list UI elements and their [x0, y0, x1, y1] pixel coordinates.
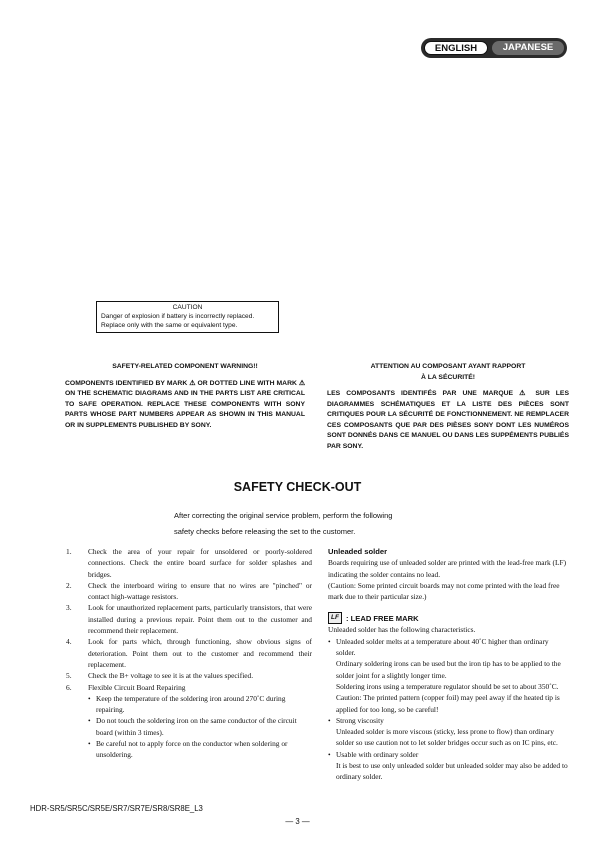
unleaded-title: Unleaded solder	[328, 547, 388, 556]
caution-line-1: Danger of explosion if battery is incorrectly replaced.	[101, 313, 255, 320]
bullet-item	[88, 715, 312, 738]
bullet-dot: •	[88, 739, 91, 749]
unleaded-p2: (Caution: Some printed circuit boards may not come printed with the lead free mark due to their particular size.)	[328, 580, 560, 602]
warning-en-body: COMPONENTS IDENTIFIED BY MARK ⚠ OR DOTTED LINE WITH MARK ⚠ ON THE SCHEMATIC DIAGRAMS AND IN THE PARTS LIST ARE CRITICAL TO SAFE OPERATION. REPLACE THESE COMPONENTS WITH SONY PARTS WHOSE PART NUMBERS APPEAR AS SHOWN IN THIS MANUAL OR IN SUPPLEMENTS PUBLISHED BY SONY.	[65, 379, 305, 429]
check-item	[66, 682, 312, 693]
intro-line-2: safety checks before releasing the set to the customer.	[174, 527, 356, 536]
check-number: 6.	[66, 682, 72, 692]
bullet-text: Unleaded solder melts at a temperature about 40˚C higher than ordinary solder.	[336, 636, 549, 658]
check-number: 2.	[66, 580, 72, 590]
warning-fr-title-1: ATTENTION AU COMPOSANT AYANT RAPPORT	[370, 363, 526, 370]
bullet-dot: •	[88, 693, 91, 703]
intro-line-1: After correcting the original service problem, perform the following	[174, 511, 393, 520]
bullet-dot: •	[328, 636, 331, 646]
safety-warning-french	[327, 362, 569, 452]
bullet-item	[328, 636, 568, 659]
check-text: Check the interboard wiring to ensure that no wires are "pinched" or contact high-wattage resistors.	[88, 580, 312, 602]
repair-bullets	[88, 693, 312, 761]
safety-intro	[174, 508, 474, 540]
check-item	[66, 546, 312, 580]
bullet-item	[88, 693, 312, 716]
lead-free-heading	[328, 612, 568, 624]
bullet-detail: Unleaded solder is more viscous (sticky, less prone to flow) than ordinary solder so use caution not to let solder bridges occur such as on IC pins, etc.	[336, 727, 558, 748]
check-number: 4.	[66, 637, 72, 647]
lead-free-mark-icon: LF	[328, 612, 342, 624]
lead-free-intro: Unleaded solder has the following characteristics.	[328, 625, 476, 635]
section-title: SAFETY CHECK-OUT	[233, 480, 362, 494]
bullet-text: Strong viscosity	[336, 715, 384, 725]
bullet-detail: Ordinary soldering irons can be used but the iron tip has to be applied to the solder joint for a slightly longer time.	[336, 659, 561, 680]
check-text: Look for parts which, through functioning, show obvious signs of deterioration. Point them out to the customer and recommend their replacement.	[88, 637, 312, 669]
check-text: Check the B+ voltage to see it is at the values specified.	[88, 671, 254, 681]
page-number: — 3 —	[285, 817, 310, 826]
unleaded-p1: Boards requiring use of unleaded solder are printed with the lead-free mark (LF) indicating the solder contains no lead.	[328, 558, 567, 579]
bullet-text: Do not touch the soldering iron on the same conductor of the circuit board (within 3 times).	[96, 716, 297, 737]
unleaded-solder-section	[328, 546, 568, 783]
safety-warning-english	[65, 362, 305, 431]
bullet-dot: •	[88, 716, 91, 726]
bullet-detail: Soldering irons using a temperature regulator should be set to about 350˚C.	[336, 681, 559, 691]
check-number: 1.	[66, 547, 72, 556]
check-text: Look for unauthorized replacement parts, particularly transistors, that were installed during a previous repair. Point them out to the customer and recommend their replacement.	[88, 603, 312, 636]
check-text: Flexible Circuit Board Repairing	[88, 682, 186, 692]
bullet-dot: •	[328, 715, 331, 725]
safety-check-list	[66, 546, 312, 761]
bullet-detail: It is best to use only unleaded solder but unleaded solder may also be added to ordinary solder.	[336, 761, 568, 782]
check-text: Check the area of your repair for unsoldered or poorly-soldered connections. Check the entire board surface for solder splashes and bridges.	[88, 547, 312, 579]
check-item	[66, 602, 312, 636]
bullet-item	[88, 738, 312, 761]
caution-line-2: Replace only with the same or equivalent type.	[101, 322, 238, 329]
warning-fr-title-2: À LA SÉCURITÉ!	[420, 373, 476, 381]
check-item	[66, 636, 312, 670]
bullet-detail: Caution: The printed pattern (copper foil) may peel away if the heated tip is applied for too long, so be careful!	[336, 693, 560, 714]
lead-free-title: : LEAD FREE MARK	[346, 613, 419, 623]
warning-fr-body: LES COMPOSANTS IDENTIFÉS PAR UNE MARQUE ⚠ SUR LES DIAGRAMMES SCHÉMATIQUES ET LA LISTE DES PIÈCES SONT CRITIQUES POUR LA SÉCURITÉ DE FONCTIONNEMENT. NE REMPLACER CES COMPOSANTS QUE PAR DES PIÈSES SONY DONT LES NUMÉROS SONT DONNÉS DANS CE MANUEL OU DANS LES SUPPÉMENTS PUBLIÉS PAR SONY.	[327, 390, 569, 450]
check-item	[66, 670, 312, 681]
bullet-text: Usable with ordinary solder	[336, 749, 419, 759]
bullet-dot: •	[328, 749, 331, 759]
language-tabs	[421, 38, 567, 58]
check-number: 3.	[66, 603, 72, 613]
model-number: HDR-SR5/SR5C/SR5E/SR7/SR7E/SR8/SR8E_L3	[30, 804, 203, 813]
warning-en-title: SAFETY-RELATED COMPONENT WARNING!!	[112, 363, 258, 370]
check-number: 5.	[66, 671, 72, 681]
bullet-item	[328, 749, 568, 760]
tab-japanese[interactable]: JAPANESE	[492, 41, 564, 55]
check-item	[66, 580, 312, 603]
tab-english[interactable]: ENGLISH	[424, 41, 488, 55]
bullet-item	[328, 715, 568, 726]
bullet-text: Be careful not to apply force on the conductor when soldering or unsoldering.	[96, 739, 288, 760]
bullet-text: Keep the temperature of the soldering iron around 270˚C during repairing.	[96, 693, 286, 715]
caution-title: CAUTION	[172, 304, 203, 311]
caution-box	[96, 301, 279, 333]
